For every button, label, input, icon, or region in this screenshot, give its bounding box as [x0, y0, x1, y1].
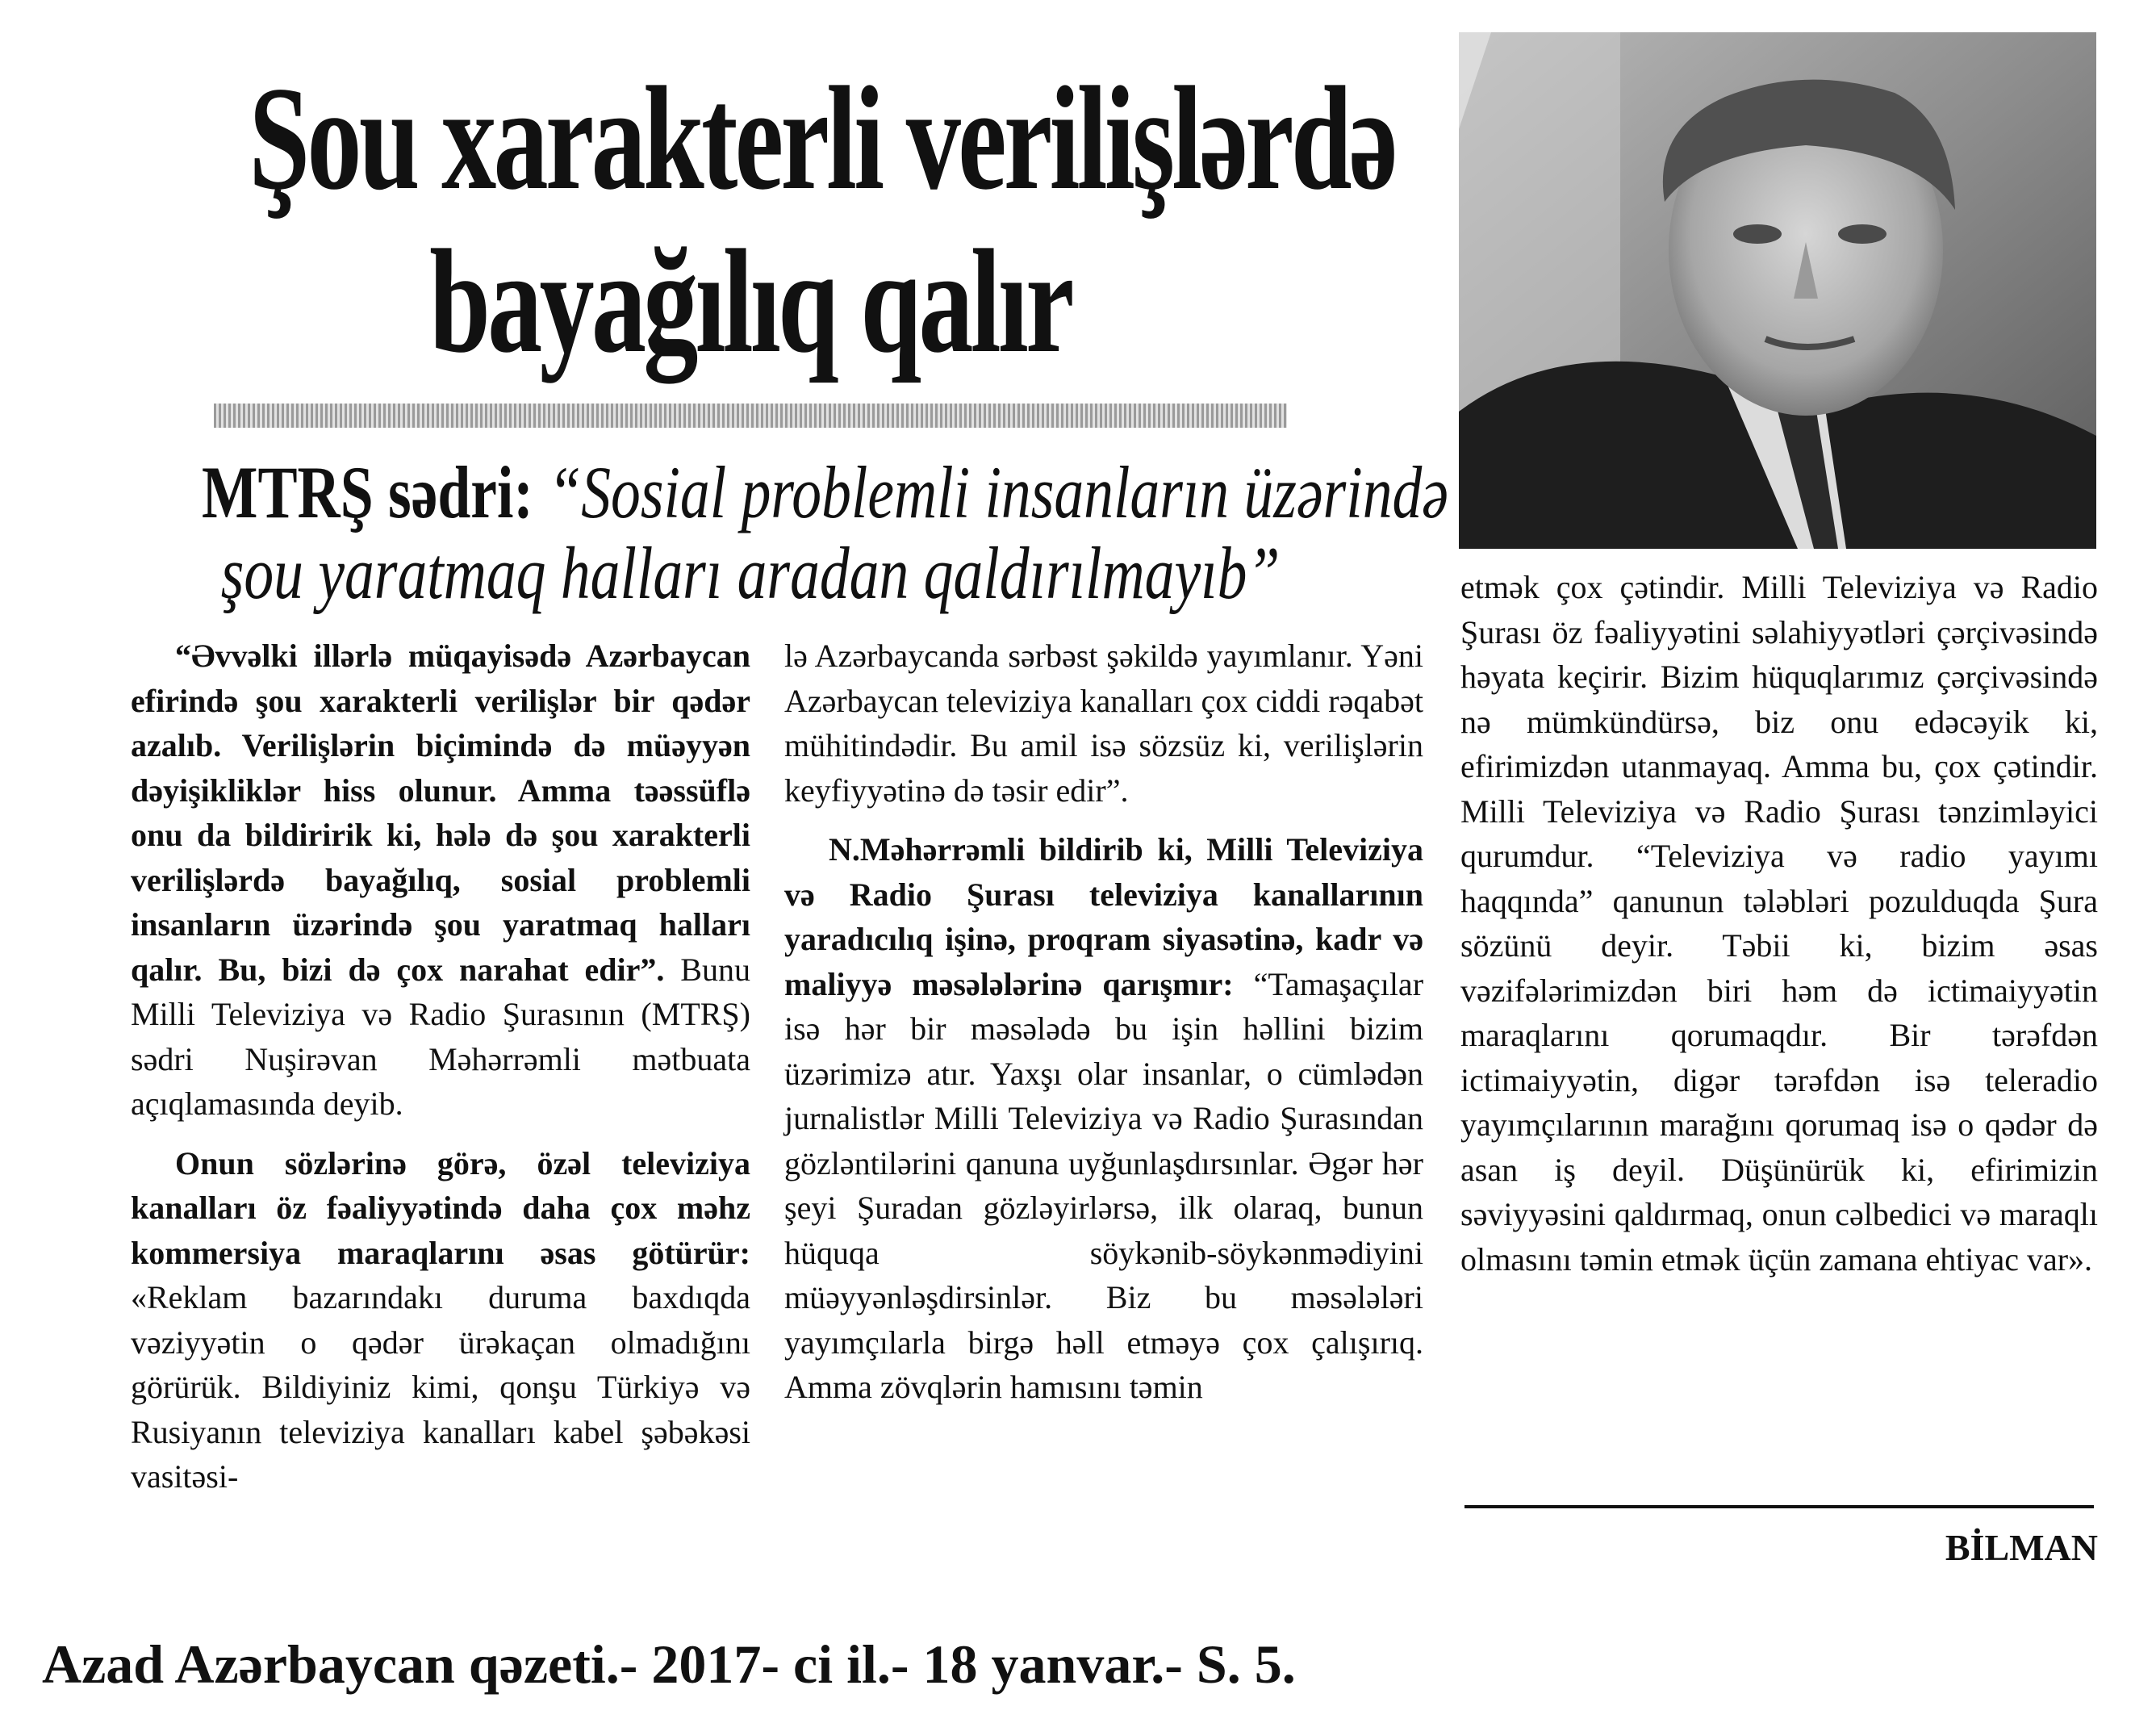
column-1-paragraph-2 [131, 1141, 750, 1499]
column-1-paragraph-2-bold: Onun sözlərinə görə, özəl televiziya kanalları öz fəaliyyətində daha çox məhz kommersiya maraqlarını əsas götürür: [131, 1144, 750, 1271]
subheadline [202, 451, 1448, 614]
column-2-paragraph-2-text: “Tamaşaçılar isə hər bir məsələdə bu işin həllini bizim üzərimizə atır. Yaxşı olar insanlar, o cümlədən jurnalistlər Milli Televiziya və Radio Şurasından gözləntilərini qanuna uyğunlaşdırsınlar. Əgər hər şeyi Şuradan gözləyirlərsə, ilk olaraq, bunun hüquqa söykənib-söykənmədiyini müəyyənləşdirsinlər. Biz bu məsələləri yayımçılarla birgə həll etməyə çox çalışırıq. Amma zövqlərin hamısını təmin [784, 965, 1424, 1405]
subhead-lead: MTRŞ sədri: [202, 451, 533, 533]
headline-line-2: bayağılıq qalır [429, 219, 1072, 383]
column-3-paragraph-1: etmək çox çətindir. Milli Televiziya və Radio Şurası öz fəaliyyətini səlahiyyətləri çərçivəsində həyata keçirir. Bizim hüquqlarımız çərçivəsində nə mümkündürsə, biz onu edəcəyik ki, efirimizdən utanmayaq. Amma bu, çox çətindir. Milli Televiziya və Radio Şurası tənzimləyici qurumdur. “Televiziya və radio yayımı haqqında” qanunun tələbləri pozulduqda Şura sözünü deyir. Təbii ki, bizim əsas vəzifələrimizdən biri həm də ictimaiyyətin maraqlarını qorumaqdır. Bir tərəfdən ictimaiyyətin, digər tərəfdən isə teleradio yayımçılarının marağını qorumaq isə o qədər də asan iş deyil. Düşünürük ki, efirimizin səviyyəsini qaldırmaq, onun cəlbedici və maraqlı olmasını təmin etmək üçün zamana ehtiyac var». [1460, 569, 2098, 1278]
headline-line-1: Şou xarakterli verilişlərdə [249, 56, 1395, 220]
column-2-paragraph-2-bold: N.Məhərrəmli bildirib ki, Milli Televiziya və Radio Şurası televiziya kanallarının yaradıcılıq işinə, proqram siyasətinə, kadr və maliyyə məsələlərinə qarışmır: [784, 831, 1423, 1002]
subhead-quote-line-1: “Sosial problemli insanların üzərində [548, 451, 1448, 533]
subhead-quote-line-2: şou yaratmaq halları aradan qaldırılmayıb” [220, 532, 1281, 614]
article-column-2 [784, 634, 1423, 1410]
subhead-line-1 [202, 451, 1448, 533]
headline-divider [214, 404, 1287, 428]
author-signature: BİLMAN [1945, 1527, 2098, 1568]
column-1-paragraph-1-bold: “Əvvəlki illərlə müqayisədə Azərbaycan efirində şou xarakterli verilişlər bir qədər azalıb. Verilişlərin biçimində də müəyyən dəyişikliklər hiss olunur. Amma təəssüflə onu da bildiririk ki, hələ də şou xarakterli verilişlərdə bayağılıq, sosial problemli insanların üzərində şou yaratmaq halları qalır. Bu, bizi də çox narahat edir”. [131, 638, 750, 988]
column-1-paragraph-2-text: «Reklam bazarındakı duruma baxdıqda vəziyyətin o qədər ürəkaçan olmadığını görürük. Bildiyiniz kimi, qonşu Türkiyə və Rusiyanın televiziya kanalları kabel şəbəkəsi vasitəsi- [131, 1279, 750, 1495]
article-column-1 [131, 634, 750, 1499]
headline [249, 56, 1395, 383]
signature-rule [1464, 1505, 2094, 1508]
source-citation: Azad Azərbaycan qəzeti.- 2017- ci il.- 18 yanvar.- S. 5. [42, 1633, 1296, 1695]
column-2-paragraph-1: lə Azərbaycanda sərbəst şəkildə yayımlanır. Yəni Azərbaycan televiziya kanalları çox ciddi rəqabət mühitindədir. Bu amil isə sözsüz ki, verilişlərin keyfiyyətinə də təsir edir”. [784, 638, 1423, 809]
portrait-photo-icon [1459, 32, 2096, 549]
column-1-paragraph-1-text: Bunu Milli Televiziya və Radio Şurasının (MTRŞ) sədri Nuşirəvan Məhərrəmli mətbuata açıqlamasında deyib. [131, 951, 750, 1122]
article-column-3 [1460, 565, 2098, 1282]
column-2-paragraph-2 [784, 827, 1423, 1410]
portrait-photo [1459, 32, 2096, 549]
column-1-paragraph-1 [131, 634, 750, 1127]
